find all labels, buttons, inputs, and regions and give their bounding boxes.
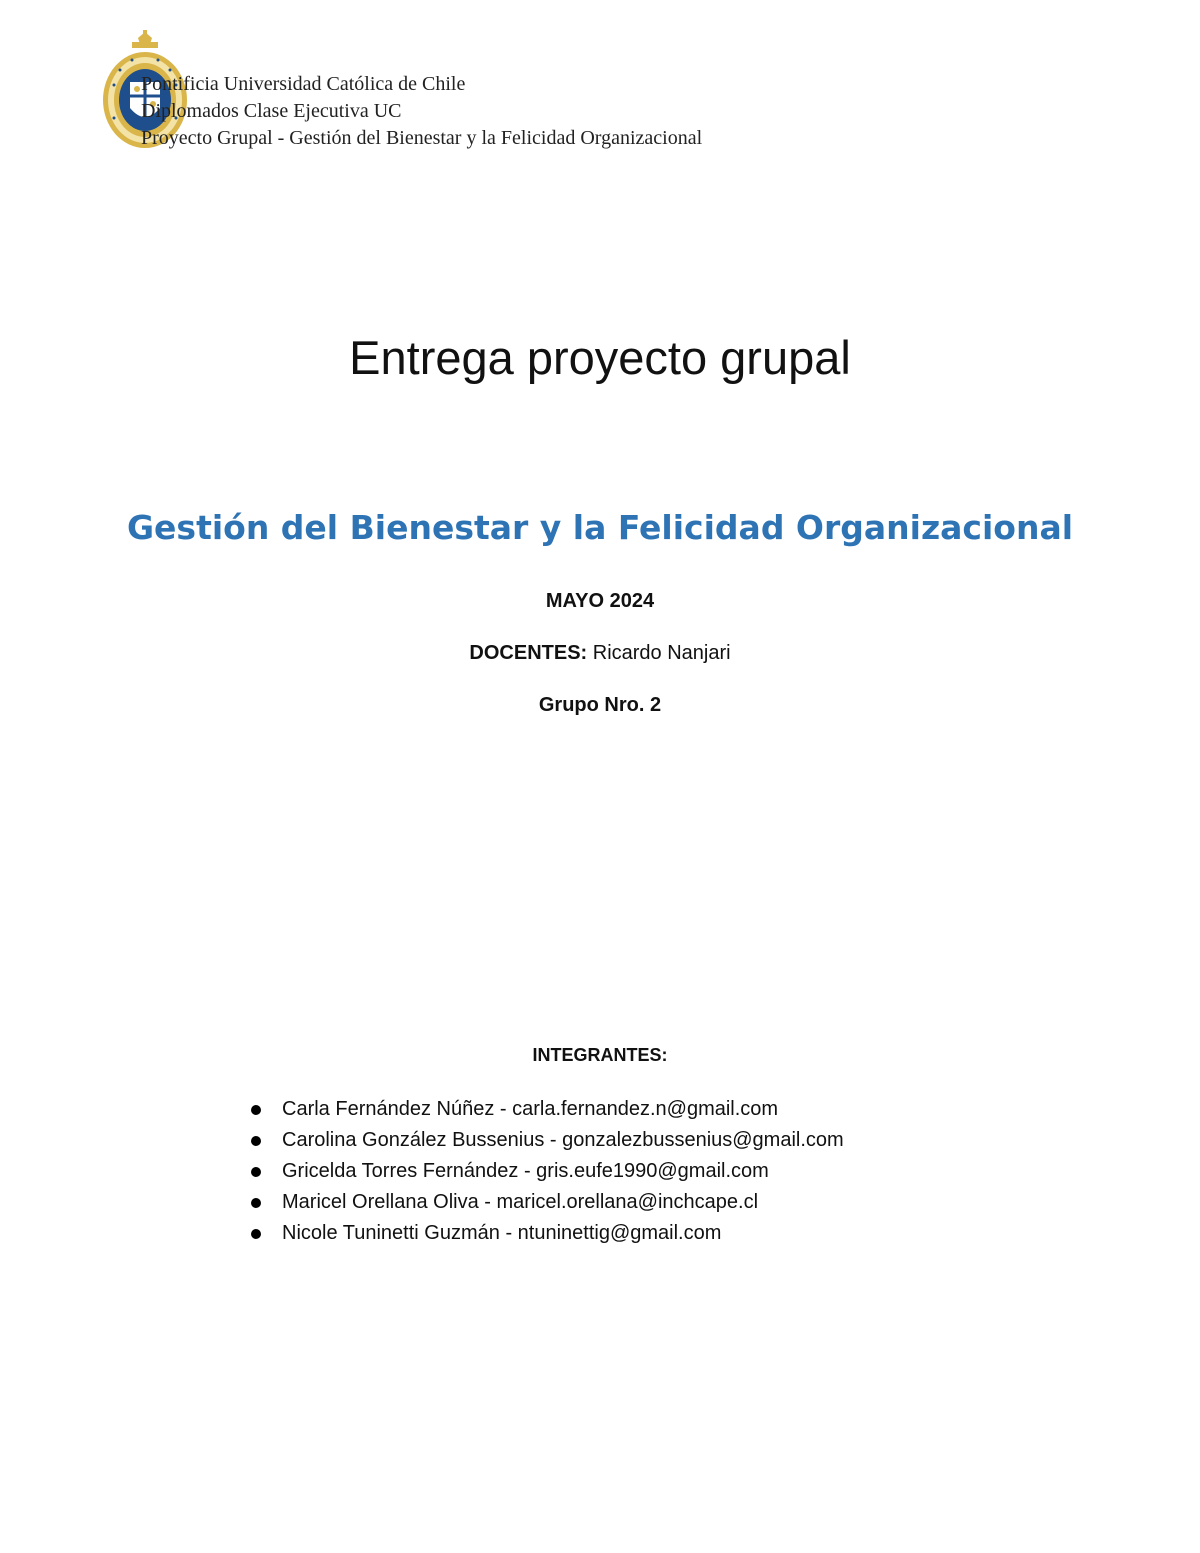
bullet-dot-icon: [251, 1167, 261, 1177]
header-institution: Pontificia Universidad Católica de Chile: [141, 73, 466, 95]
bullet-dot-icon: [251, 1198, 261, 1208]
docentes-line: [0, 642, 1200, 665]
member-text: Nicole Tuninetti Guzmán - ntuninettig@gmail.com: [282, 1222, 722, 1244]
date-line: MAYO 2024: [545, 590, 655, 612]
member-text: Gricelda Torres Fernández - gris.eufe1990@gmail.com: [282, 1160, 769, 1182]
docentes-label: DOCENTES:: [469, 642, 588, 664]
header-program: Diplomados Clase Ejecutiva UC: [141, 100, 402, 122]
document-subtitle: Gestión del Bienestar y la Felicidad Organizacional: [126, 508, 1074, 547]
member-text: Carolina González Bussenius - gonzalezbussenius@gmail.com: [282, 1129, 844, 1151]
list-item: [246, 1187, 844, 1218]
header-project: Proyecto Grupal - Gestión del Bienestar y la Felicidad Organizacional: [141, 127, 703, 149]
docentes-value: Ricardo Nanjari: [587, 642, 731, 664]
members-heading: INTEGRANTES:: [532, 1045, 668, 1065]
bullet-dot-icon: [251, 1105, 261, 1115]
document-header: [100, 30, 1000, 160]
document-title: Entrega proyecto grupal: [349, 331, 851, 384]
member-text: Maricel Orellana Oliva - maricel.orellana@inchcape.cl: [282, 1191, 759, 1213]
bullet-dot-icon: [251, 1229, 261, 1239]
header-text: [141, 71, 702, 152]
list-item: [246, 1125, 844, 1156]
bullet-dot-icon: [251, 1136, 261, 1146]
list-item: [246, 1218, 844, 1249]
members-list: [246, 1094, 844, 1249]
list-item: [246, 1156, 844, 1187]
list-item: [246, 1094, 844, 1125]
member-text: Carla Fernández Núñez - carla.fernandez.n@gmail.com: [282, 1098, 779, 1120]
group-line: Grupo Nro. 2: [538, 694, 662, 716]
